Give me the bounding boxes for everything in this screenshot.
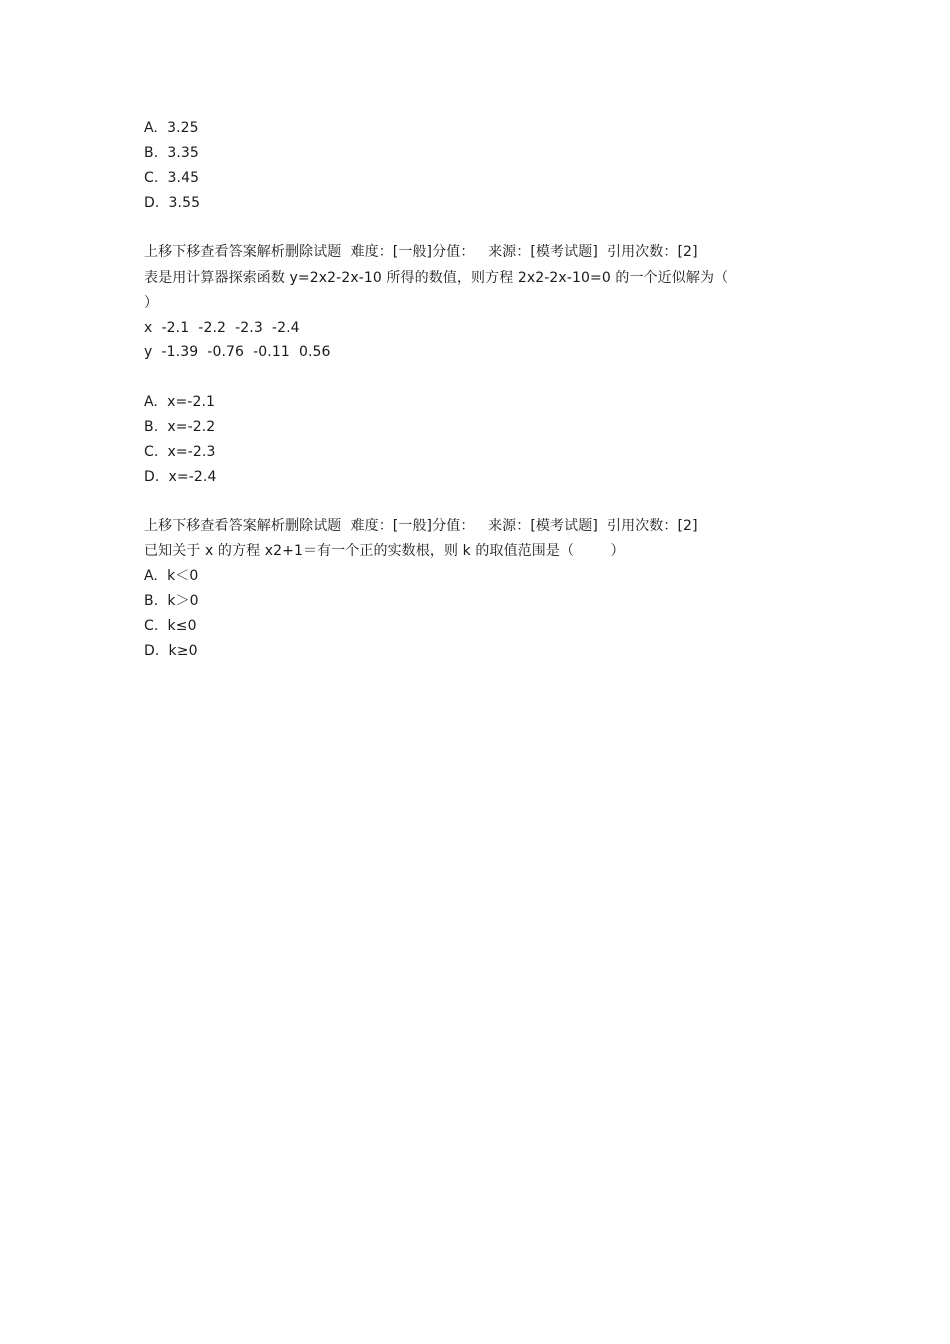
q1-table-row-x: x -2.1 -2.2 -2.3 -2.4 <box>144 320 300 336</box>
q2-option-b: B. k＞0 <box>144 593 199 609</box>
q1-table-row-y: y -1.39 -0.76 -0.11 0.56 <box>144 344 331 360</box>
q2-option-a: A. k＜0 <box>144 568 199 584</box>
q2-option-d: D. k≥0 <box>144 643 198 659</box>
q2-meta: 上移下移查看答案解析删除试题 难度：[一般]分值： 来源：[模考试题] 引用次数：[2] <box>144 518 698 534</box>
q1-meta: 上移下移查看答案解析删除试题 难度：[一般]分值： 来源：[模考试题] 引用次数：[2] <box>144 244 698 260</box>
q0-option-d: D. 3.55 <box>144 195 201 211</box>
q1-option-b: B. x=-2.2 <box>144 419 216 435</box>
q0-option-b: B. 3.35 <box>144 145 199 161</box>
q1-stem-line1: 表是用计算器探索函数 y=2x2-2x-10 所得的数值，则方程 2x2-2x-10=0 的一个近似解为（ <box>144 270 729 286</box>
q0-option-c: C. 3.45 <box>144 170 200 186</box>
q1-option-a: A. x=-2.1 <box>144 394 216 410</box>
q1-stem-line2: ） <box>144 295 159 311</box>
q2-option-c: C. k≤0 <box>144 618 197 634</box>
q1-option-c: C. x=-2.3 <box>144 444 216 460</box>
q0-option-a: A. 3.25 <box>144 120 199 136</box>
q1-option-d: D. x=-2.4 <box>144 469 217 485</box>
q2-stem: 已知关于 x 的方程 x2+1＝有一个正的实数根，则 k 的取值范围是（ ） <box>144 543 625 559</box>
